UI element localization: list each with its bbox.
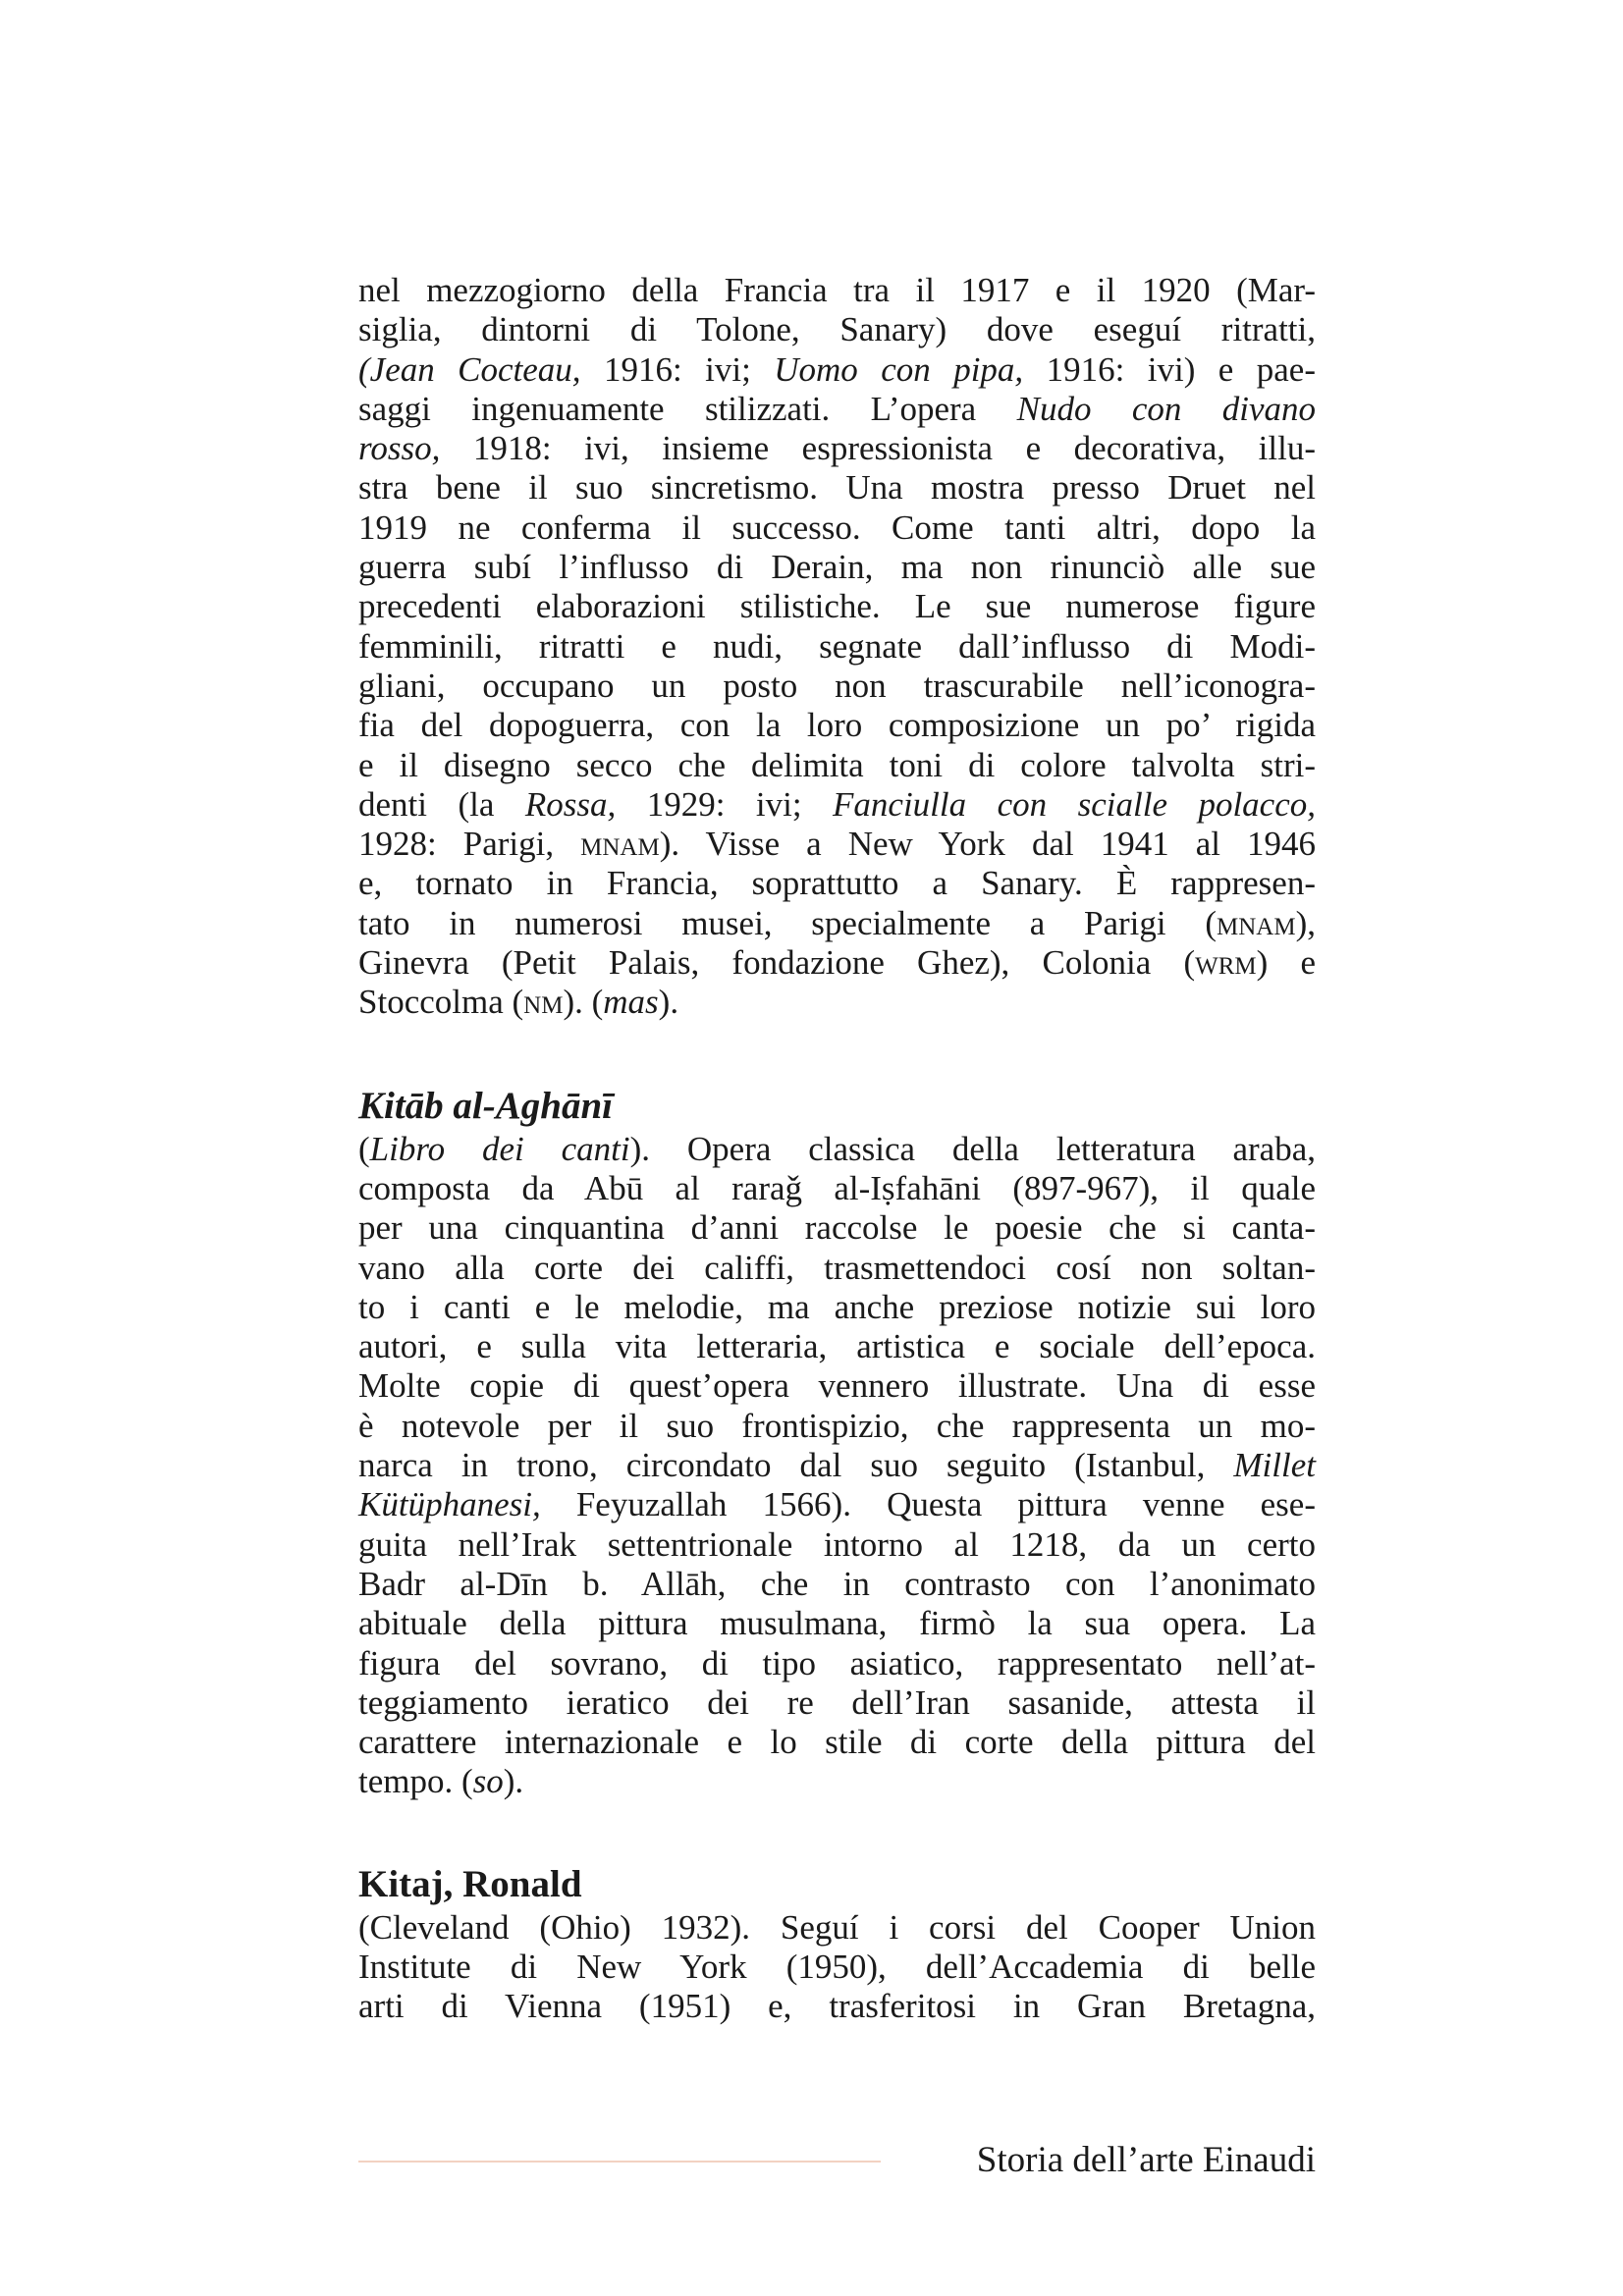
text-segment: carattere internazionale e lo stile di corte della pittura del (358, 1723, 1316, 1762)
text-line (358, 1288, 1316, 1327)
text-segment: Ginevra (Petit Palais, fondazione Ghez), Colonia ( (358, 943, 1196, 983)
text-line (358, 706, 1316, 745)
text-line (358, 468, 1316, 507)
text-line (358, 785, 1316, 825)
text-segment: narca in trono, circondato dal suo seguito (Istanbul, (358, 1446, 1234, 1485)
text-segment: siglia, dintorni di Tolone, Sanary) dove eseguí ritratti, (358, 310, 1316, 349)
text-line (358, 1525, 1316, 1565)
text-segment: ). (503, 1762, 524, 1801)
text-line (358, 1485, 1316, 1524)
italic-segment: rosso, (358, 429, 441, 468)
text-segment: Molte copie di quest’opera vennero illustrate. Una di esse (358, 1366, 1316, 1406)
text-line (358, 310, 1316, 349)
text-line (358, 548, 1316, 587)
italic-segment: Millet (1233, 1446, 1316, 1485)
text-segment: ), (1295, 903, 1316, 942)
text-segment: 1929: ivi; (616, 784, 834, 824)
text-segment: tato in numerosi musei, specialmente a Parigi ( (358, 903, 1217, 942)
text-line (358, 904, 1316, 943)
text-segment: to i canti e le melodie, ma anche preziose notizie sui loro (358, 1287, 1316, 1326)
text-segment: composta da Abū al raraǧ al-Iṣfahāni (897-967), il quale (358, 1168, 1316, 1207)
text-segment: è notevole per il suo frontispizio, che rappresenta un mo- (358, 1406, 1316, 1445)
text-segment: ). ( (563, 983, 604, 1022)
text-segment: Stoccolma ( (358, 983, 524, 1022)
text-segment: guerra subí l’influsso di Derain, ma non rinunciò alle sue (358, 548, 1316, 587)
text-segment: Badr al-Dīn b. Allāh, che in contrasto con l’anonimato (358, 1564, 1316, 1603)
text-segment: ( (358, 1129, 370, 1168)
entry-heading-kitaj-ronald: Kitaj, Ronald (358, 1862, 582, 1905)
text-line (358, 864, 1316, 903)
italic-segment: Libro dei canti (369, 1129, 630, 1168)
text-segment: stra bene il suo sincretismo. Una mostra presso Druet nel (358, 468, 1316, 507)
footer-title: Storia dell’arte Einaudi (976, 2140, 1316, 2180)
italic-segment: Nudo con divano (1016, 389, 1316, 428)
text-segment: Feyuzallah 1566). Questa pittura venne ese- (540, 1485, 1316, 1524)
text-segment: Institute di New York (1950), dell’Accademia di belle (358, 1947, 1316, 1986)
text-line (358, 627, 1316, 667)
footer-rule (358, 2161, 881, 2163)
text-line (358, 1987, 1316, 2026)
text-line (358, 1565, 1316, 1604)
text-segment: figura del sovrano, di tipo asiatico, rappresentato nell’at- (358, 1643, 1316, 1682)
text-segment: e il disegno secco che delimita toni di colore talvolta stri- (358, 745, 1316, 784)
text-segment: ). Visse a New York dal 1941 al 1946 (659, 825, 1317, 864)
text-segment: (Cleveland (Ohio) 1932). Seguí i corsi del Cooper Union (358, 1907, 1316, 1947)
text-line (358, 1948, 1316, 1987)
text-line (358, 1604, 1316, 1643)
text-segment: abituale della pittura musulmana, firmò la sua opera. La (358, 1604, 1316, 1643)
text-segment: fia del dopoguerra, con la loro composizione un po’ rigida (358, 706, 1316, 745)
italic-segment: Rossa, (524, 784, 617, 824)
text-line (358, 1130, 1316, 1169)
entry-kitaj-ronald-text (358, 1908, 1316, 2027)
text-line (358, 350, 1316, 390)
abbreviation-segment: wrm (1195, 943, 1257, 983)
italic-segment: Kütüphanesi, (358, 1485, 541, 1524)
text-line (358, 1249, 1316, 1288)
text-segment: 1916: ivi; (580, 349, 775, 389)
text-segment: 1918: ivi, insieme espressionista e decorativa, illu- (440, 429, 1316, 468)
text-line (358, 1908, 1316, 1948)
entry-kitab-al-aghani-text (358, 1130, 1316, 1802)
italic-segment: so (472, 1762, 504, 1801)
page-body (358, 271, 1316, 2027)
text-line (358, 429, 1316, 468)
text-line (358, 1208, 1316, 1248)
text-line (358, 271, 1316, 310)
text-segment: 1928: Parigi, (358, 825, 581, 864)
text-segment: ). (658, 983, 679, 1022)
text-line (358, 667, 1316, 706)
page-footer (358, 2138, 1316, 2183)
abbreviation-segment: mnam (1217, 903, 1296, 942)
text-segment: tempo. ( (358, 1762, 473, 1801)
entry-heading-kitab-al-aghani: Kitāb al-Aghānī (358, 1084, 613, 1127)
entry-continuation-text (358, 271, 1316, 1023)
text-segment: arti di Vienna (1951) e, trasferitosi in Gran Bretagna, (358, 1987, 1316, 2026)
text-line (358, 390, 1316, 429)
italic-segment: mas (603, 983, 659, 1022)
text-segment: denti (la (358, 784, 525, 824)
text-line (358, 1446, 1316, 1485)
text-segment: e, tornato in Francia, soprattutto a Sanary. È rappresen- (358, 864, 1316, 903)
text-line (358, 746, 1316, 785)
italic-segment: Fanciulla con scialle polacco, (833, 784, 1316, 824)
abbreviation-segment: mnam (580, 825, 660, 864)
text-line (358, 1683, 1316, 1723)
text-line (358, 1407, 1316, 1446)
text-segment: ). Opera classica della letteratura araba, (629, 1129, 1316, 1168)
text-segment: gliani, occupano un posto non trascurabile nell’iconogra- (358, 666, 1316, 705)
text-segment: femminili, ritratti e nudi, segnate dall’influsso di Modi- (358, 626, 1316, 666)
text-line (358, 1644, 1316, 1683)
text-segment: per una cinquantina d’anni raccolse le poesie che si canta- (358, 1208, 1316, 1248)
text-line (358, 983, 1316, 1022)
text-segment: ) e (1256, 943, 1316, 983)
text-segment: guita nell’Irak settentrionale intorno al 1218, da un certo (358, 1524, 1316, 1564)
text-line (358, 825, 1316, 864)
text-line (358, 943, 1316, 983)
text-segment: 1919 ne conferma il successo. Come tanti altri, dopo la (358, 507, 1316, 547)
text-line (358, 587, 1316, 626)
text-line (358, 1762, 1316, 1801)
text-line (358, 1169, 1316, 1208)
text-segment: 1916: ivi) e pae- (1023, 349, 1316, 389)
italic-segment: (Jean Cocteau, (358, 349, 581, 389)
text-line (358, 508, 1316, 548)
text-segment: nel mezzogiorno della Francia tra il 1917 e il 1920 (Mar- (358, 271, 1316, 309)
text-line (358, 1366, 1316, 1406)
text-line (358, 1723, 1316, 1762)
abbreviation-segment: nm (523, 983, 564, 1022)
text-segment: teggiamento ieratico dei re dell’Iran sasanide, attesta il (358, 1682, 1316, 1722)
text-segment: precedenti elaborazioni stilistiche. Le sue numerose figure (358, 587, 1316, 626)
text-segment: saggi ingenuamente stilizzati. L’opera (358, 389, 1017, 428)
text-segment: autori, e sulla vita letteraria, artistica e sociale dell’epoca. (358, 1327, 1316, 1366)
italic-segment: Uomo con pipa, (774, 349, 1024, 389)
text-line (358, 1327, 1316, 1366)
text-segment: vano alla corte dei califfi, trasmettendoci cosí non soltan- (358, 1248, 1316, 1287)
